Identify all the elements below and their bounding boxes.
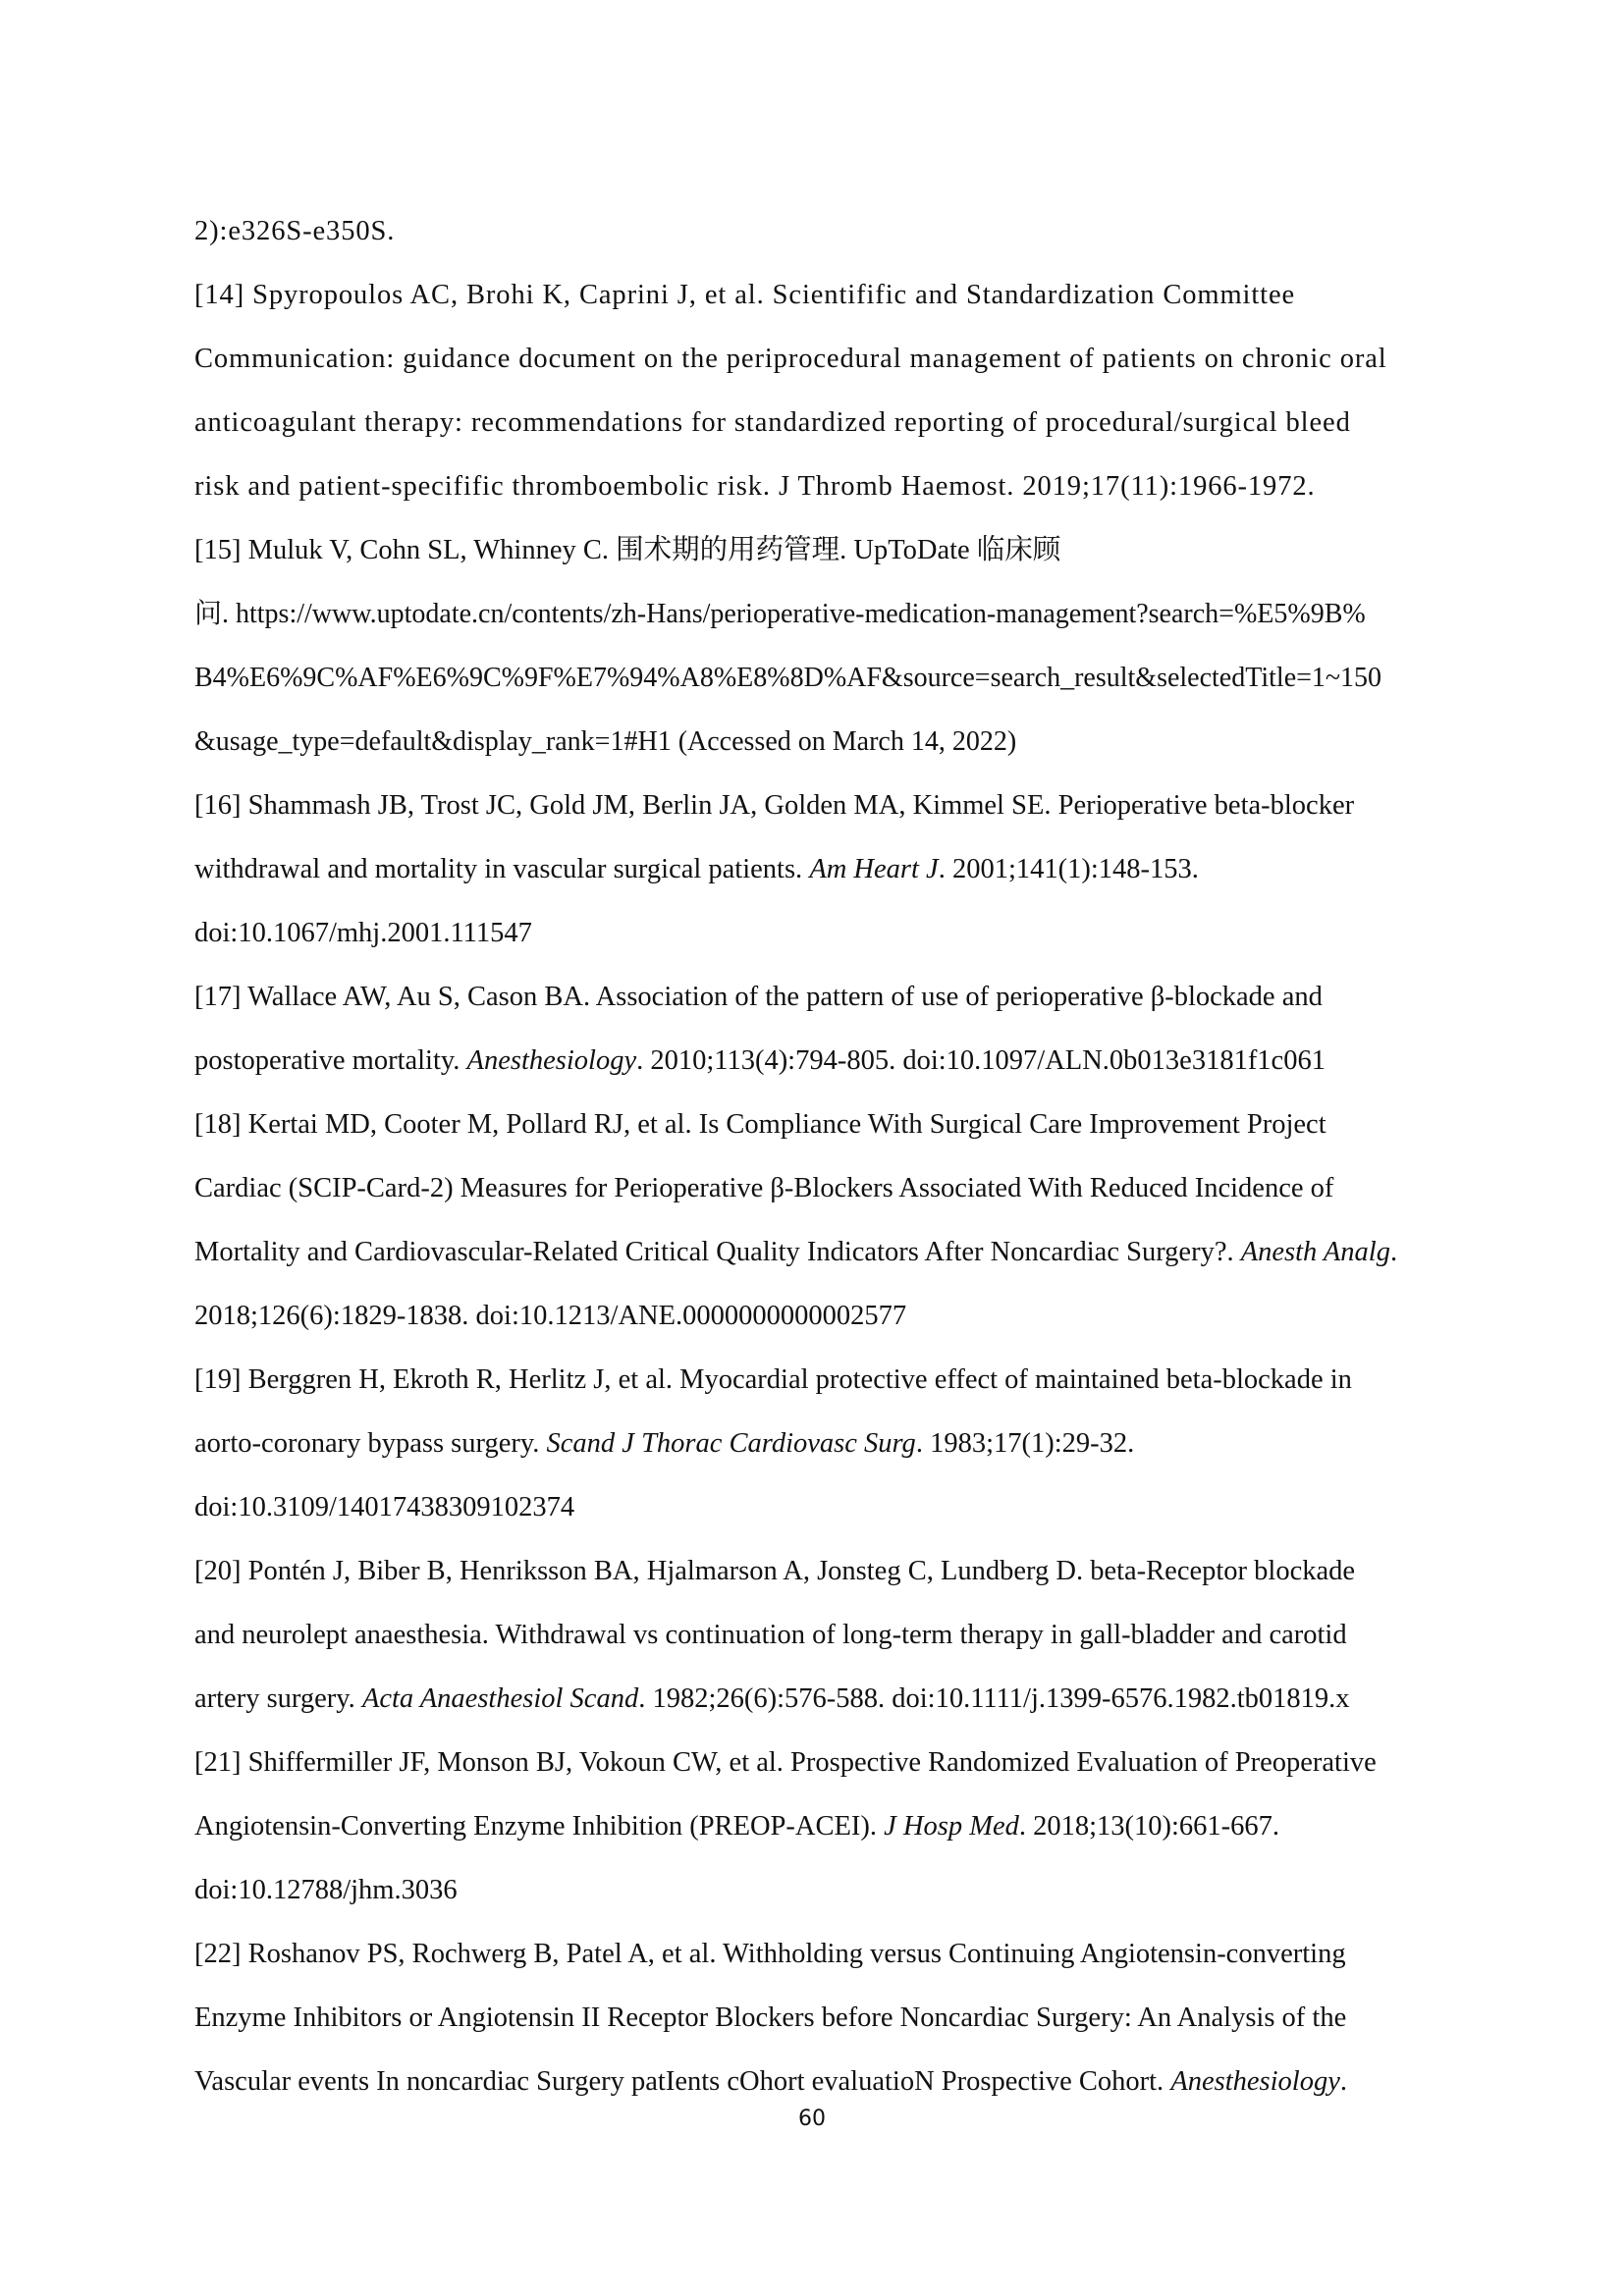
reference-line: [22] Roshanov PS, Rochwerg B, Patel A, et al. Withholding versus Continuing Angiotensin-converting — [194, 1939, 1346, 1969]
reference-line: Cardiac (SCIP-Card-2) Measures for Perioperative β-Blockers Associated With Reduced Incidence of — [194, 1173, 1334, 1203]
reference-line: withdrawal and mortality in vascular surgical patients. Am Heart J. 2001;141(1):148-153. — [194, 854, 1199, 884]
journal-title: Anesthesiology — [466, 1045, 637, 1076]
reference-line: and neurolept anaesthesia. Withdrawal vs continuation of long-term therapy in gall-bladder and carotid — [194, 1620, 1347, 1650]
journal-title: Anesthesiology — [1170, 2066, 1340, 2097]
reference-line: 问. https://www.uptodate.cn/contents/zh-Hans/perioperative-medication-management?search=%E5%9B% — [194, 599, 1366, 629]
reference-list — [194, 209, 1461, 2123]
page-number: 60 — [798, 2107, 826, 2131]
reference-line: anticoagulant therapy: recommendations for standardized reporting of procedural/surgical bleed — [194, 407, 1351, 438]
reference-line: [16] Shammash JB, Trost JC, Gold JM, Berlin JA, Golden MA, Kimmel SE. Perioperative beta-blocker — [194, 790, 1355, 821]
journal-title: J Hosp Med — [884, 1811, 1019, 1842]
reference-line: B4%E6%9C%AF%E6%9C%9F%E7%94%A8%E8%8D%AF&source=search_result&selectedTitle=1~150 — [194, 663, 1382, 693]
reference-line: risk and patient-specifific thromboembolic risk. J Thromb Haemost. 2019;17(11):1966-1972. — [194, 471, 1316, 502]
reference-line: doi:10.12788/jhm.3036 — [194, 1875, 458, 1905]
reference-line: [20] Pontén J, Biber B, Henriksson BA, Hjalmarson A, Jonsteg C, Lundberg D. beta-Receptor blockade — [194, 1556, 1356, 1586]
reference-line: [19] Berggren H, Ekroth R, Herlitz J, et al. Myocardial protective effect of maintained beta-blockade in — [194, 1364, 1352, 1395]
reference-line: Enzyme Inhibitors or Angiotensin II Receptor Blockers before Noncardiac Surgery: An Analysis of the — [194, 2002, 1347, 2033]
reference-line: [17] Wallace AW, Au S, Cason BA. Association of the pattern of use of perioperative β-blockade and — [194, 982, 1323, 1012]
reference-line: postoperative mortality. Anesthesiology. 2010;113(4):794-805. doi:10.1097/ALN.0b013e3181f1c061 — [194, 1045, 1326, 1076]
reference-line: Mortality and Cardiovascular-Related Critical Quality Indicators After Noncardiac Surgery?. Anesth Analg. — [194, 1237, 1398, 1267]
journal-title: Anesth Analg — [1240, 1237, 1390, 1267]
reference-line: [21] Shiffermiller JF, Monson BJ, Vokoun CW, et al. Prospective Randomized Evaluation of Preoperative — [194, 1747, 1377, 1778]
reference-line: &usage_type=default&display_rank=1#H1 (Accessed on March 14, 2022) — [194, 726, 1017, 757]
reference-line: Angiotensin-Converting Enzyme Inhibition (PREOP-ACEI). J Hosp Med. 2018;13(10):661-667. — [194, 1811, 1280, 1842]
reference-line: aorto-coronary bypass surgery. Scand J Thorac Cardiovasc Surg. 1983;17(1):29-32. — [194, 1428, 1135, 1459]
reference-line: artery surgery. Acta Anaesthesiol Scand. 1982;26(6):576-588. doi:10.1111/j.1399-6576.1982.tb01819.x — [194, 1683, 1350, 1714]
reference-line: 2):e326S-e350S. — [194, 216, 396, 246]
reference-line: 2018;126(6):1829-1838. doi:10.1213/ANE.0000000000002577 — [194, 1301, 907, 1331]
reference-line: Communication: guidance document on the periprocedural management of patients on chronic oral — [194, 344, 1387, 374]
journal-title: Acta Anaesthesiol Scand — [361, 1683, 639, 1714]
reference-line: [15] Muluk V, Cohn SL, Whinney C. 围术期的用药管理. UpToDate 临床顾 — [194, 535, 1061, 565]
reference-line: Vascular events In noncardiac Surgery patIents cOhort evaluatioN Prospective Cohort. Anesthesiology. — [194, 2066, 1347, 2097]
journal-title: Scand J Thorac Cardiovasc Surg — [546, 1428, 916, 1459]
reference-line: [14] Spyropoulos AC, Brohi K, Caprini J, et al. Scientifific and Standardization Committee — [194, 280, 1296, 310]
reference-line: [18] Kertai MD, Cooter M, Pollard RJ, et al. Is Compliance With Surgical Care Improvement Project — [194, 1109, 1326, 1140]
reference-line: doi:10.1067/mhj.2001.111547 — [194, 918, 532, 948]
journal-title: Am Heart J — [809, 854, 939, 884]
reference-line: doi:10.3109/14017438309102374 — [194, 1492, 575, 1522]
